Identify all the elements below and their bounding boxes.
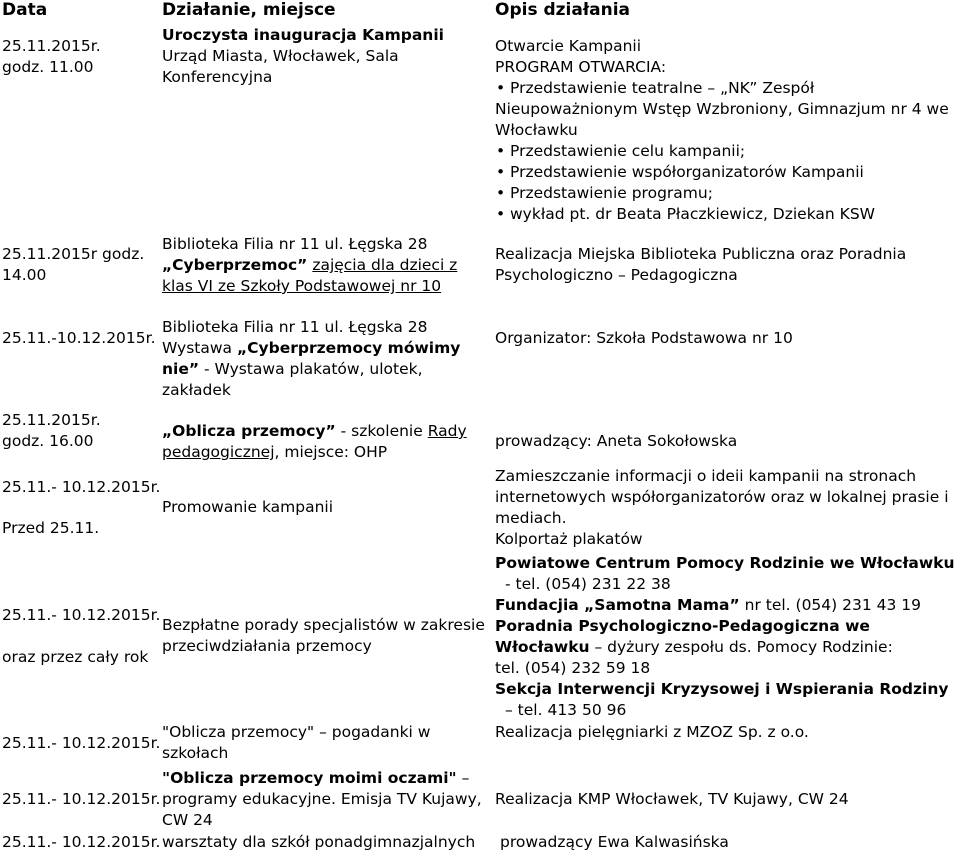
row5-description: Zamieszczanie informacji o ideii kampanii na stronach internetowych współorganizatorów oraz w lokalnej prasie i mediach. Kolportaż plakatów — [495, 467, 949, 548]
row5-date-range: 25.11.- 10.12.2015r. — [2, 478, 161, 496]
row9-action: warsztaty dla szkół ponadgimnazjalnych — [162, 833, 476, 851]
row5-action: Promowanie kampanii — [162, 498, 334, 516]
row8-action: "Oblicza przemocy moimi oczami" – programy edukacyjne. Emisja TV Kujawy, CW 24 — [162, 769, 482, 829]
row2-date: 25.11.2015r godz. 14.00 — [2, 245, 145, 284]
row2-action: Biblioteka Filia nr 11 ul. Łęgska 28 „Cyberprzemoc” zajęcia dla dzieci z klas VI ze Szkoły Podstawowej nr 10 — [162, 235, 458, 295]
row7-date: 25.11.- 10.12.2015r. — [2, 734, 161, 752]
row1-action: Uroczysta inauguracja Kampanii Urząd Miasta, Włocławek, Sala Konferencyjna — [162, 26, 444, 86]
row4-description: prowadzący: Aneta Sokołowska — [495, 432, 738, 450]
row9-description: prowadzący Ewa Kalwasińska — [500, 833, 729, 851]
row6-date-range: 25.11.- 10.12.2015r. — [2, 606, 161, 624]
row2-description: Realizacja Miejska Biblioteka Publiczna oraz Poradnia Psychologiczno – Pedagogiczna — [495, 245, 907, 284]
row7-action: "Oblicza przemocy" – pogadanki w szkołach — [162, 723, 431, 762]
row3-description: Organizator: Szkoła Podstawowa nr 10 — [495, 329, 793, 347]
row8-date: 25.11.- 10.12.2015r. — [2, 790, 161, 808]
row6-date-note: oraz przez cały rok — [2, 648, 149, 666]
row1-date: 25.11.2015r. godz. 11.00 — [2, 37, 101, 76]
header-action: Działanie, miejsce — [162, 0, 336, 20]
row3-action: Biblioteka Filia nr 11 ul. Łęgska 28 Wystawa „Cyberprzemocy mówimy nie” - Wystawa plakatów, ulotek, zakładek — [162, 318, 461, 399]
row8-description: Realizacja KMP Włocławek, TV Kujawy, CW 24 — [495, 790, 849, 808]
row1-description: Otwarcie Kampanii PROGRAM OTWARCIA: • Przedstawienie teatralne – „NK” Zespół Nieupoważnionym Wstęp Wzbroniony, Gimnazjum nr 4 we Włocławku • Przedstawienie celu kampanii; • Przedstawienie współorganizatorów Kampanii • Przedstawienie programu; • wykład pt. dr Beata Płaczkiewicz, Dziekan KSW — [495, 36, 949, 225]
row6-action: Bezpłatne porady specjalistów w zakresie przeciwdziałania przemocy — [162, 616, 485, 655]
row9-date: 25.11.- 10.12.2015r. — [2, 833, 161, 851]
row6-description: Powiatowe Centrum Pomocy Rodzinie we Włocławku - tel. (054) 231 22 38 Fundacjia „Samotna Mama” nr tel. (054) 231 43 19 Poradnia Psychologiczno-Pedagogiczna we Włocławku – dyżury zespołu ds. Pomocy Rodzinie: tel. (054) 232 59 18 Sekcja Interwencji Kryzysowej i Wspierania Rodziny – tel. 413 50 96 — [495, 554, 955, 719]
row5-date-before: Przed 25.11. — [2, 519, 100, 537]
header-date: Data — [2, 0, 48, 20]
row4-action: „Oblicza przemocy” - szkolenie Rady pedagogicznej, miejsce: OHP — [162, 422, 467, 461]
row7-description: Realizacja pielęgniarki z MZOZ Sp. z o.o. — [495, 723, 809, 741]
header-description: Opis działania — [495, 0, 631, 20]
row3-date: 25.11.-10.12.2015r. — [2, 329, 156, 347]
row4-date: 25.11.2015r. godz. 16.00 — [2, 411, 101, 450]
